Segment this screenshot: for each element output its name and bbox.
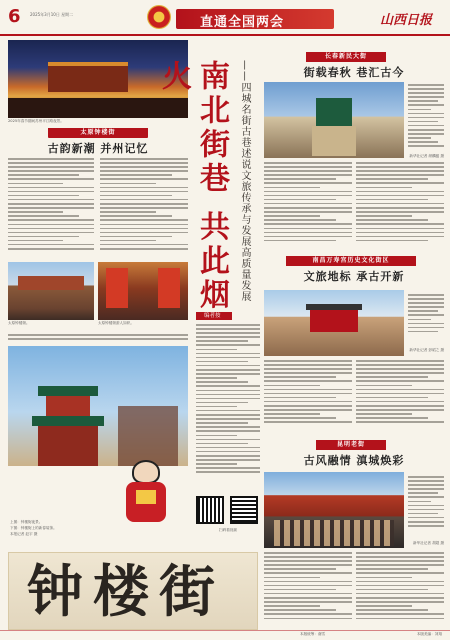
- body-text-taiyuan-3: [8, 334, 188, 344]
- credit-nanchang: 新华社记者 彭昭之 摄: [409, 348, 444, 352]
- calligraphy-banner: [8, 552, 258, 630]
- credit-changchun: 新华社记者 颜麟蕴 摄: [409, 154, 444, 158]
- editor-note-tag: 编者按: [196, 312, 232, 320]
- banner-text: 钟楼街: [27, 559, 225, 625]
- headline-deck: ——四城名街古巷述说文旅传承与发展高质量发展: [239, 60, 250, 302]
- credit-kunming: 新华社记者 胡超 摄: [412, 541, 444, 545]
- issue-date: 2025年3月10日 星期二: [30, 12, 74, 17]
- body-text-taiyuan-2: [100, 158, 188, 258]
- photo3-caption: 太原钟楼街游人如织。: [98, 321, 134, 325]
- body-text-changchun: [264, 162, 352, 248]
- subhead-nanchang: 文旅地标 承古开新: [303, 270, 405, 283]
- headline-main: 南北街巷 共此烟火: [156, 60, 229, 313]
- photo1-caption: 2025年春节期间苏州平江路夜景。: [8, 119, 64, 123]
- kicker-changchun: 长春新民大街: [306, 52, 386, 62]
- footer-right: 本版美编：刘翔: [416, 632, 442, 636]
- side-caption-changchun: [408, 84, 444, 154]
- side-caption-kunming: [408, 476, 444, 536]
- body-text-nanchang: [264, 360, 352, 430]
- body-text-kunming-2: [356, 552, 444, 626]
- mascot-figure: [118, 460, 174, 530]
- headline-block: [156, 60, 260, 320]
- qr-code-1[interactable]: [196, 496, 224, 524]
- body-text-kunming: [264, 552, 352, 626]
- kicker-taiyuan: 太原钟楼街: [48, 128, 148, 138]
- photo-taiyuan-crowd: [98, 262, 188, 320]
- body-text-changchun-2: [356, 162, 444, 248]
- bottom-caption-2: 下图：钟楼街上的新春装饰。: [10, 526, 57, 530]
- body-text-nanchang-2: [356, 360, 444, 430]
- footer-rule: [0, 630, 450, 631]
- photo2-caption: 太原钟楼街。: [8, 321, 30, 325]
- subhead-kunming: 古风融情 滇城焕彩: [303, 454, 405, 467]
- bottom-caption-top: 上图：钟楼街夜景。: [10, 520, 43, 524]
- side-caption-nanchang: [408, 294, 444, 338]
- section-title: 直通全国两会: [200, 15, 285, 30]
- photo-credit-left: 本报记者 赵宇 摄: [10, 532, 38, 536]
- qr-caption: 扫码看视频: [219, 528, 237, 532]
- photo-taiyuan-street: [8, 262, 94, 320]
- photo-nanchang: [264, 290, 404, 356]
- footer-left: 本版统筹：谢雪: [300, 632, 326, 636]
- editor-note-text: [196, 324, 260, 494]
- subhead-changchun: 街载春秋 巷汇古今: [303, 66, 405, 79]
- subhead-taiyuan: 古韵新潮 并州记忆: [47, 142, 149, 155]
- paper-logo: 山西日报: [380, 13, 433, 28]
- photo-changchun: [264, 82, 404, 158]
- page-header: [0, 0, 450, 36]
- national-emblem-icon: [147, 5, 171, 29]
- photo-kunming: [264, 472, 404, 548]
- body-text-taiyuan: [8, 158, 94, 258]
- kicker-kunming: 昆明老街: [316, 440, 386, 450]
- photo-bell-tower: [8, 346, 188, 466]
- qr-code-2[interactable]: [230, 496, 258, 524]
- page-number: 6: [8, 6, 21, 27]
- kicker-nanchang: 南昌万寿宫历史文化街区: [286, 256, 416, 266]
